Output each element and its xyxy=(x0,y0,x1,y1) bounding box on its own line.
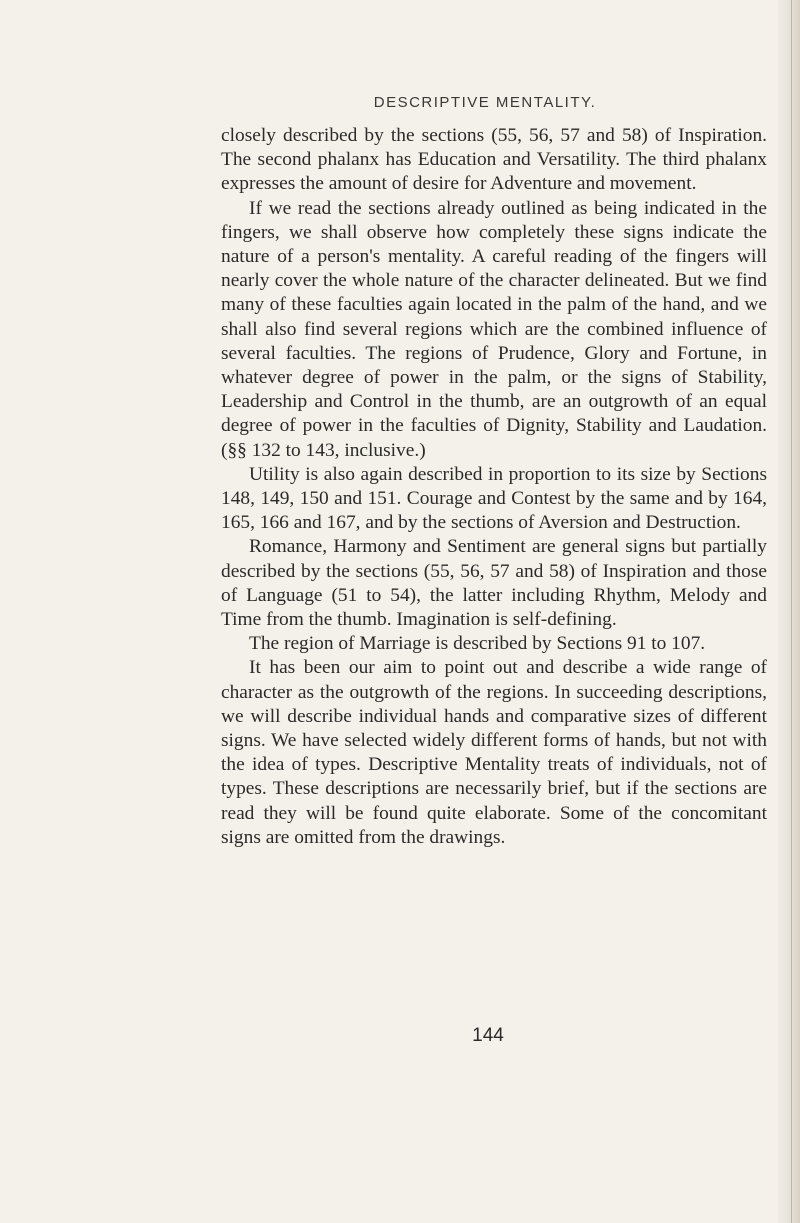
paragraph-4: Romance, Harmony and Sentiment are general signs but partially described by the sections (55, 56, 57 and 58) of Inspiration and those of Language (51 to 54), the latter including Rhythm, Melody and Time from the thumb. Imagination is self-defining. xyxy=(221,536,767,631)
running-head: DESCRIPTIVE MENTALITY. xyxy=(373,94,597,111)
paragraph-5: The region of Marriage is described by Sections 91 to 107. xyxy=(249,633,706,655)
paragraph-3: Utility is also again described in proportion to its size by Sections 148, 149, 150 and 151. Courage and Contest by the same and by 164, 165, 166 and 167, and by the sections of Aversion and Destruction. xyxy=(221,463,767,534)
paragraph-2: If we read the sections already outlined as being indicated in the fingers, we shall observe how completely these signs indicate the nature of a person's mentality. A careful reading of the fingers will nearly cover the whole nature of the character delineated. But we find many of these faculties again located in the palm of the hand, and we shall also find several regions which are the combined influence of several faculties. The regions of Prudence, Glory and Fortune, in whatever degree of power in the palm, or the signs of Stability, Leadership and Control in the thumb, are an outgrowth of an equal degree of power in the faculties of Dignity, Stability and Laudation. (§§ 132 to 143, inclusive.) xyxy=(221,197,767,461)
paragraph-6: It has been our aim to point out and describe a wide range of character as the outgrowth of the regions. In succeeding descriptions, we will describe individual hands and comparative sizes of different signs. We have selected widely different forms of hands, but not with the idea of types. Descriptive Mentality treats of individuals, not of types. These descriptions are necessarily brief, but if the sections are read they will be found quite elaborate. Some of the concomitant signs are omitted from the drawings. xyxy=(221,657,767,848)
paragraph-1: closely described by the sections (55, 56, 57 and 58) of Inspiration. The second phalanx has Education and Versatility. The third phalanx expresses the amount of desire for Adventure and movement. xyxy=(221,125,767,195)
body-text xyxy=(221,124,767,850)
page-number: 144 xyxy=(472,1025,504,1046)
